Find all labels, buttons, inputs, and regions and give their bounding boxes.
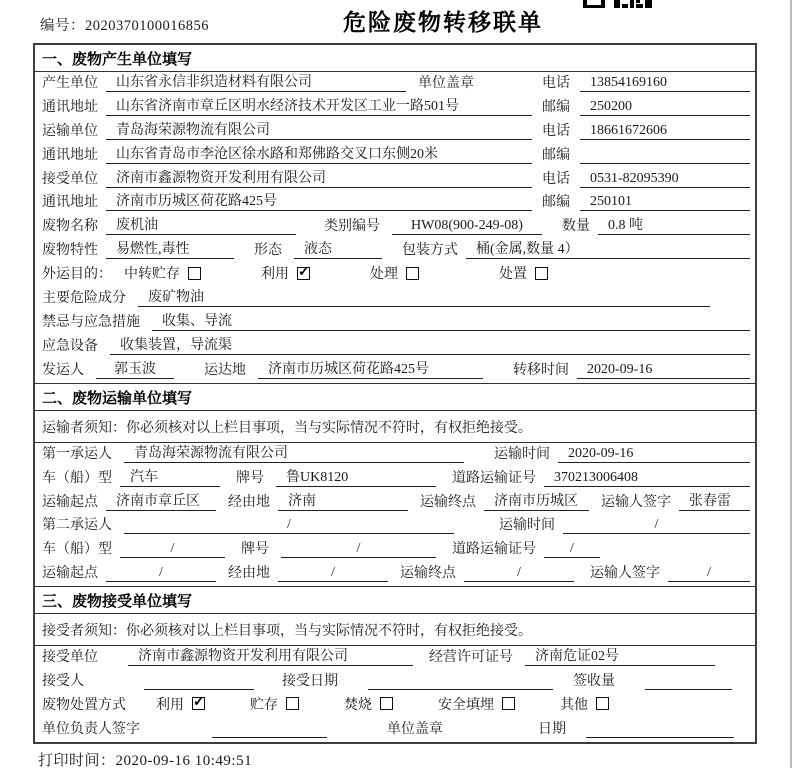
- hazard-value: 废矿物油: [138, 286, 710, 307]
- hazard-label: 主要危险成分: [42, 291, 126, 307]
- checkbox-icon: [192, 697, 205, 710]
- option-label: 中转贮存: [124, 267, 180, 283]
- checkbox-icon: [297, 267, 310, 280]
- option-label: 焚烧: [344, 697, 372, 713]
- destination-value: 济南市历城区荷花路425号: [258, 358, 483, 379]
- row-purpose: [35, 263, 755, 287]
- disposal-option-landfill: [438, 694, 515, 714]
- route2-sign-value: /: [668, 565, 750, 582]
- producer-address-label: 通讯地址: [42, 99, 98, 115]
- quantity-value: 0.8 吨: [598, 214, 750, 235]
- date-label: 日期: [538, 721, 566, 737]
- disposal-option-incinerate: [344, 694, 393, 714]
- row-route1: [35, 491, 755, 515]
- equipment-value: 收集装置，导流渠: [110, 334, 750, 355]
- waste-traits-label: 废物特性: [42, 243, 98, 259]
- license-label: 经营许可证号: [429, 650, 513, 666]
- packing-label: 包装方式: [402, 243, 458, 259]
- row-equipment: [35, 335, 755, 359]
- route2-via-value: /: [278, 565, 388, 582]
- category-label: 类别编号: [324, 219, 380, 235]
- carrier1-label: 第一承运人: [42, 446, 112, 462]
- carrier2-value: /: [124, 517, 454, 534]
- receiver-address-label: 通讯地址: [42, 195, 98, 211]
- transfer-time-label: 转移时间: [513, 362, 569, 378]
- route1-start-label: 运输起点: [42, 494, 98, 510]
- transport-time2-label: 运输时间: [499, 518, 555, 534]
- route1-end-value: 济南市历城区: [484, 490, 589, 511]
- precaution-label: 禁忌与应急措施: [42, 314, 140, 330]
- phone-label: 电话: [542, 123, 570, 139]
- print-time: [38, 749, 796, 768]
- accept-date-label: 接受日期: [282, 674, 338, 690]
- route1-start-value: 济南市章丘区: [106, 490, 216, 511]
- waste-name-label: 废物名称: [42, 219, 98, 235]
- section2-title: 二、废物运输单位填写: [35, 383, 755, 411]
- transporter-zip-value: [580, 163, 750, 164]
- plate1-value: 鲁UK8120: [276, 466, 436, 487]
- row-transporter: [35, 120, 755, 144]
- row-receiver: [35, 168, 755, 192]
- receiver-address-value: 济南市历城区荷花路425号: [106, 190, 532, 211]
- vehicle1-type-label: 车（船）型: [42, 470, 112, 486]
- page-header: [0, 0, 796, 43]
- checkbox-icon: [596, 697, 609, 710]
- date-value: [586, 737, 734, 738]
- purpose-option-recycle: [261, 263, 310, 283]
- route1-sign-label: 运输人签字: [601, 494, 671, 510]
- option-label: 贮存: [250, 697, 278, 713]
- accept-unit-value: 济南市鑫源物资开发利用有限公司: [128, 645, 413, 666]
- vehicle1-type-value: 汽车: [120, 466, 220, 487]
- option-label: 处置: [499, 267, 527, 283]
- route1-via-value: 济南: [278, 490, 408, 511]
- option-label: 利用: [156, 697, 184, 713]
- producer-zip-value: 250200: [580, 99, 750, 116]
- destination-label: 运达地: [204, 362, 246, 378]
- transfer-time-value: 2020-09-16: [577, 362, 750, 379]
- manifest-form: [33, 43, 757, 744]
- responsible-sign-label: 单位负责人签字: [42, 721, 140, 737]
- transporter-notice: 运输者须知：你必须核对以上栏目事项，当与实际情况不符时，有权拒绝接受。: [35, 411, 755, 443]
- route1-sign-value: 张春雷: [679, 490, 750, 511]
- carrier2-label: 第二承运人: [42, 518, 112, 534]
- serial-label: 编号：: [40, 18, 85, 34]
- disposal-option-recycle: [156, 694, 205, 714]
- row-hazard: [35, 287, 755, 311]
- purpose-option-treat: [370, 263, 419, 283]
- option-label: 安全填埋: [438, 697, 494, 713]
- checkbox-icon: [286, 697, 299, 710]
- print-time-value: 2020-09-16 10:49:51: [115, 753, 253, 768]
- purpose-label: 外运目的：: [42, 267, 112, 283]
- checkbox-icon: [188, 267, 201, 280]
- row-waste-traits: [35, 239, 755, 263]
- vehicle2-type-label: 车（船）型: [42, 542, 112, 558]
- receiver-value: 济南市鑫源物资开发利用有限公司: [106, 167, 532, 188]
- row-responsible-sign: [35, 718, 755, 742]
- row-route2: [35, 562, 755, 586]
- permit1-value: 370213006408: [544, 470, 750, 487]
- checkbox-icon: [502, 697, 515, 710]
- form-label: 形态: [254, 243, 282, 259]
- row-producer: [35, 72, 755, 96]
- receiver-label: 接受单位: [42, 171, 98, 187]
- section3-title: 三、废物接受单位填写: [35, 586, 755, 614]
- transporter-address-label: 通讯地址: [42, 147, 98, 163]
- checkbox-icon: [535, 267, 548, 280]
- dispatcher-label: 发运人: [42, 362, 84, 378]
- row-accept-person: [35, 670, 755, 694]
- row-waste-name: [35, 215, 755, 239]
- producer-phone-value: 13854169160: [580, 75, 750, 92]
- accept-person-value: [144, 689, 254, 690]
- transport-time-value: 2020-09-16: [558, 446, 750, 463]
- category-value: HW08(900-249-08): [392, 218, 542, 235]
- row-vehicle1: [35, 467, 755, 491]
- transporter-phone-value: 18661672606: [580, 123, 750, 140]
- row-accept-unit: [35, 646, 755, 670]
- page-title: 危险废物转移联单: [343, 9, 543, 35]
- producer-address-value: 山东省济南市章丘区明水经济技术开发区工业一路501号: [106, 95, 532, 116]
- packing-value: 桶(金属,数量 4）: [466, 238, 750, 259]
- route2-start-label: 运输起点: [42, 566, 98, 582]
- disposal-option-store: [250, 694, 299, 714]
- phone-label: 电话: [542, 171, 570, 187]
- producer-value: 山东省永信非织造材料有限公司: [106, 71, 406, 92]
- disposal-label: 废物处置方式: [42, 697, 126, 713]
- quantity-label: 数量: [562, 219, 590, 235]
- transporter-address-value: 山东省青岛市李沧区徐水路和郑佛路交叉口东侧20米: [106, 143, 532, 164]
- row-vehicle2: [35, 538, 755, 562]
- receipt-qty-label: 签收量: [573, 674, 615, 690]
- print-time-label: 打印时间：: [38, 753, 116, 768]
- route2-start-value: /: [106, 565, 216, 582]
- option-label: 其他: [560, 697, 588, 713]
- checkbox-icon: [406, 267, 419, 280]
- section1-title: 一、废物产生单位填写: [35, 45, 755, 72]
- accept-unit-label: 接受单位: [42, 650, 98, 666]
- responsible-sign-value: [212, 737, 327, 738]
- unit-seal-label: 单位盖章: [387, 721, 443, 737]
- option-label: 处理: [370, 267, 398, 283]
- row-receiver-address: [35, 192, 755, 216]
- route2-end-label: 运输终点: [400, 566, 456, 582]
- precaution-value: 收集、导流: [152, 310, 750, 331]
- row-precaution: [35, 311, 755, 335]
- purpose-option-dispose: [499, 263, 548, 283]
- transporter-value: 青岛海荣源物流有限公司: [106, 119, 532, 140]
- receipt-qty-value: [645, 689, 732, 690]
- route1-end-label: 运输终点: [420, 494, 476, 510]
- row-producer-address: [35, 96, 755, 120]
- dispatcher-value: 郭玉波: [96, 358, 174, 379]
- phone-label: 电话: [542, 75, 570, 91]
- carrier1-value: 青岛海荣源物流有限公司: [124, 442, 464, 463]
- route2-via-label: 经由地: [228, 566, 270, 582]
- accept-date-value: [368, 689, 553, 690]
- waste-name-value: 废机油: [106, 214, 296, 235]
- plate2-label: 牌号: [241, 542, 269, 558]
- license-value: 济南危证02号: [525, 645, 715, 666]
- waste-traits-value: 易燃性,毒性: [106, 238, 234, 259]
- vehicle2-type-value: /: [120, 541, 225, 558]
- checkbox-icon: [380, 697, 393, 710]
- transport-time2-value: /: [563, 517, 750, 534]
- unit-seal-label: 单位盖章: [418, 75, 474, 91]
- page-edge-line: [790, 0, 792, 768]
- zip-label: 邮编: [542, 195, 570, 211]
- row-carrier2: [35, 515, 755, 539]
- purpose-option-transfer-storage: [124, 263, 201, 283]
- plate2-value: /: [281, 541, 436, 558]
- zip-label: 邮编: [542, 99, 570, 115]
- qr-code-partial-icon: [577, 0, 652, 8]
- form-value: 液态: [294, 238, 382, 259]
- row-transporter-address: [35, 144, 755, 168]
- permit1-label: 道路运输证号: [452, 470, 536, 486]
- accept-person-label: 接受人: [42, 674, 84, 690]
- receiver-zip-value: 250101: [580, 194, 750, 211]
- disposal-option-other: [560, 694, 609, 714]
- permit2-value: /: [544, 541, 600, 558]
- route1-via-label: 经由地: [228, 494, 270, 510]
- serial-value: 2020370100016856: [85, 18, 209, 34]
- route2-end-value: /: [464, 565, 574, 582]
- producer-label: 产生单位: [42, 75, 98, 91]
- route2-sign-label: 运输人签字: [590, 566, 660, 582]
- option-label: 利用: [261, 267, 289, 283]
- receiver-notice: 接受者须知：你必须核对以上栏目事项，当与实际情况不符时，有权拒绝接受。: [35, 614, 755, 646]
- row-carrier1: [35, 443, 755, 467]
- receiver-phone-value: 0531-82095390: [580, 171, 750, 188]
- plate1-label: 牌号: [236, 470, 264, 486]
- row-disposal: [35, 694, 755, 718]
- transport-time-label: 运输时间: [494, 446, 550, 462]
- zip-label: 邮编: [542, 147, 570, 163]
- equipment-label: 应急设备: [42, 338, 98, 354]
- permit2-label: 道路运输证号: [452, 542, 536, 558]
- transporter-label: 运输单位: [42, 123, 98, 139]
- row-dispatch: [35, 359, 755, 383]
